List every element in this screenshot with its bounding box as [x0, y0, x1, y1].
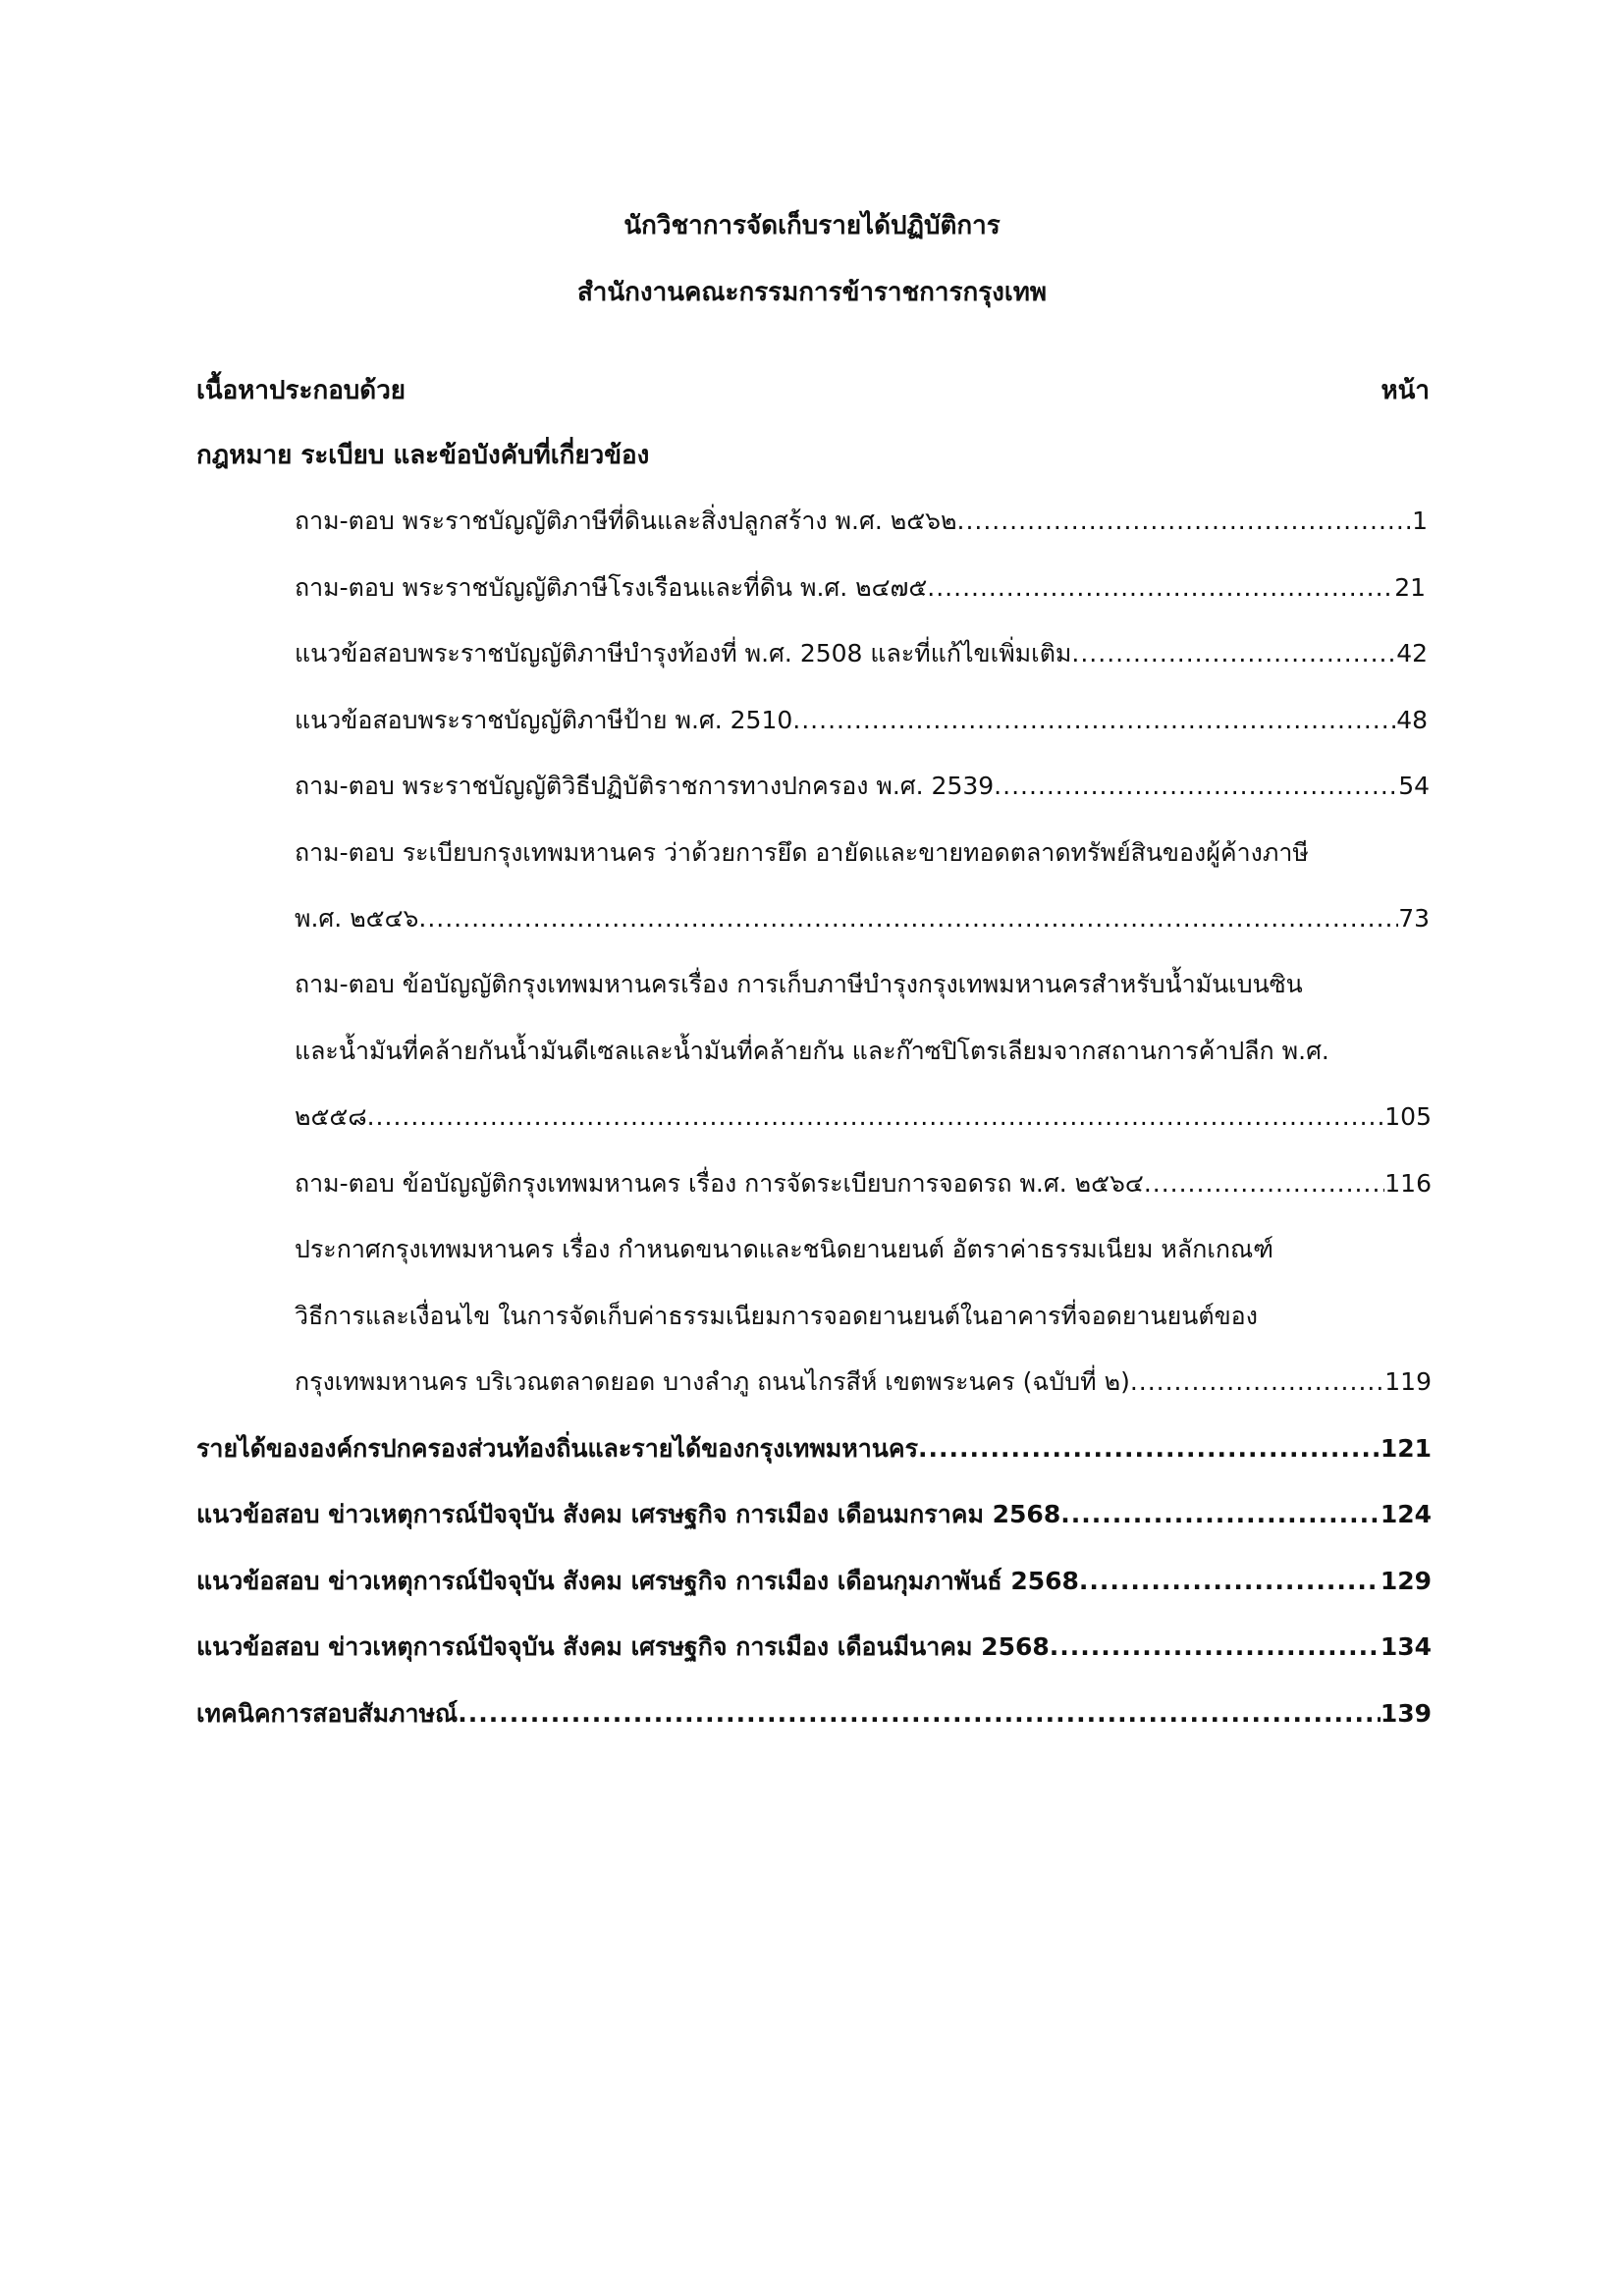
toc-main-entry [196, 1564, 1432, 1599]
toc-main-entry-page: 134 [1380, 1632, 1432, 1661]
toc-main-entry-title: แนวข้อสอบ ข่าวเหตุการณ์ปัจจุบัน สังคม เศรษฐกิจ การเมือง เดือนมีนาคม 2568 [196, 1632, 1050, 1661]
dot-leader [1079, 1564, 1380, 1599]
toc-entry [295, 703, 1428, 738]
toc-main-entry [196, 1431, 1432, 1467]
toc-entry [295, 769, 1430, 804]
toc-entry [295, 1099, 1432, 1135]
toc-entry-page: 48 [1396, 706, 1428, 734]
toc-entry-page: 116 [1384, 1169, 1432, 1198]
toc-main-entry [196, 1696, 1432, 1732]
dot-leader [1071, 636, 1396, 671]
dot-leader [957, 504, 1413, 539]
toc-entry-page: 73 [1398, 904, 1430, 933]
toc-entry-title-line: ประกาศกรุงเทพมหานคร เรื่อง กำหนดขนาดและชนิดยานยนต์ อัตราค่าธรรมเนียม หลักเกณฑ์ [295, 1235, 1273, 1263]
dot-leader [367, 1099, 1385, 1135]
toc-entry-title: พ.ศ. ๒๕๔๖ [295, 904, 419, 933]
dot-leader [918, 1431, 1380, 1467]
toc-main-entry-page: 129 [1380, 1567, 1432, 1595]
toc-main-entry-title: แนวข้อสอบ ข่าวเหตุการณ์ปัจจุบัน สังคม เศรษฐกิจ การเมือง เดือนมกราคม 2568 [196, 1500, 1061, 1528]
toc-main-entry-page: 121 [1380, 1434, 1432, 1463]
toc-main-entry-title: แนวข้อสอบ ข่าวเหตุการณ์ปัจจุบัน สังคม เศรษฐกิจ การเมือง เดือนกุมภาพันธ์ 2568 [196, 1567, 1079, 1595]
toc-entry [295, 504, 1428, 539]
toc-entry-title: ๒๕๕๘ [295, 1102, 367, 1131]
section-heading: กฎหมาย ระเบียบ และข้อบังคับที่เกี่ยวข้อง [196, 441, 650, 470]
toc-entry [295, 1166, 1432, 1201]
toc-main-entry-page: 139 [1380, 1699, 1432, 1728]
toc-entry-page: 1 [1412, 507, 1428, 535]
toc-entry-page: 42 [1396, 639, 1428, 667]
dot-leader [1060, 1497, 1380, 1532]
toc-main-entry-title: เทคนิคการสอบสัมภาษณ์ [196, 1699, 459, 1728]
toc-entry-page: 119 [1384, 1367, 1432, 1396]
document-title: นักวิชาการจัดเก็บรายได้ปฏิบัติการ [623, 211, 1001, 240]
dot-leader [458, 1696, 1380, 1732]
toc-main-entry [196, 1497, 1432, 1532]
document-subtitle: สำนักงานคณะกรรมการข้าราชการกรุงเทพ [576, 278, 1048, 307]
toc-entry-title: ถาม-ตอบ พระราชบัญญัติภาษีโรงเรือนและที่ดิน พ.ศ. ๒๔๗๕ [295, 573, 928, 602]
dot-leader [418, 901, 1398, 936]
toc-entry-page: 54 [1398, 772, 1430, 800]
dot-leader [994, 769, 1398, 804]
dot-leader [1130, 1364, 1384, 1400]
dot-leader [1144, 1166, 1384, 1201]
toc-entry-title: แนวข้อสอบพระราชบัญญัติภาษีบำรุงท้องที่ พ.ศ. 2508 และที่แก้ไขเพิ่มเติม [295, 639, 1072, 667]
toc-main-entry-title: รายได้ขององค์กรปกครองส่วนท้องถิ่นและรายได้ของกรุงเทพมหานคร [196, 1434, 919, 1463]
toc-main-entry-page: 124 [1380, 1500, 1432, 1528]
toc-entry [295, 636, 1428, 671]
dot-leader [792, 703, 1396, 738]
toc-entry-title-line: ถาม-ตอบ ระเบียบกรุงเทพมหานคร ว่าด้วยการยึด อายัดและขายทอดตลาดทรัพย์สินของผู้ค้างภาษี [295, 838, 1309, 867]
toc-main-entry [196, 1629, 1432, 1665]
contents-label: เนื้อหาประกอบด้วย [196, 376, 406, 405]
dot-leader [927, 570, 1394, 606]
toc-entry-title: ถาม-ตอบ ข้อบัญญัติกรุงเทพมหานคร เรื่อง การจัดระเบียบการจอดรถ พ.ศ. ๒๕๖๔ [295, 1169, 1144, 1198]
toc-entry-title-line: ถาม-ตอบ ข้อบัญญัติกรุงเทพมหานครเรื่อง การเก็บภาษีบำรุงกรุงเทพมหานครสำหรับน้ำมันเบนซิน [295, 970, 1303, 998]
toc-entry-page: 105 [1384, 1102, 1432, 1131]
page-column-label: หน้า [1380, 376, 1430, 405]
toc-entry-page: 21 [1394, 573, 1426, 602]
toc-entry-title: กรุงเทพมหานคร บริเวณตลาดยอด บางลำภู ถนนไกรสีห์ เขตพระนคร (ฉบับที่ ๒) [295, 1367, 1130, 1396]
dot-leader [1050, 1629, 1380, 1665]
toc-entry-title-line: และน้ำมันที่คล้ายกันน้ำมันดีเซลและน้ำมันที่คล้ายกัน และก๊าซปิโตรเลียมจากสถานการค้าปลีก พ.ศ. [295, 1037, 1329, 1065]
toc-entry [295, 901, 1430, 936]
toc-entry [295, 1364, 1432, 1400]
toc-entry-title: แนวข้อสอบพระราชบัญญัติภาษีป้าย พ.ศ. 2510 [295, 706, 793, 734]
toc-entry-title-line: วิธีการและเงื่อนไข ในการจัดเก็บค่าธรรมเนียมการจอดยานยนต์ในอาคารที่จอดยานยนต์ของ [295, 1302, 1258, 1330]
toc-entry [295, 570, 1426, 606]
toc-entry-title: ถาม-ตอบ พระราชบัญญัติภาษีที่ดินและสิ่งปลูกสร้าง พ.ศ. ๒๕๖๒ [295, 507, 957, 535]
toc-entry-title: ถาม-ตอบ พระราชบัญญัติวิธีปฏิบัติราชการทางปกครอง พ.ศ. 2539 [295, 772, 995, 800]
